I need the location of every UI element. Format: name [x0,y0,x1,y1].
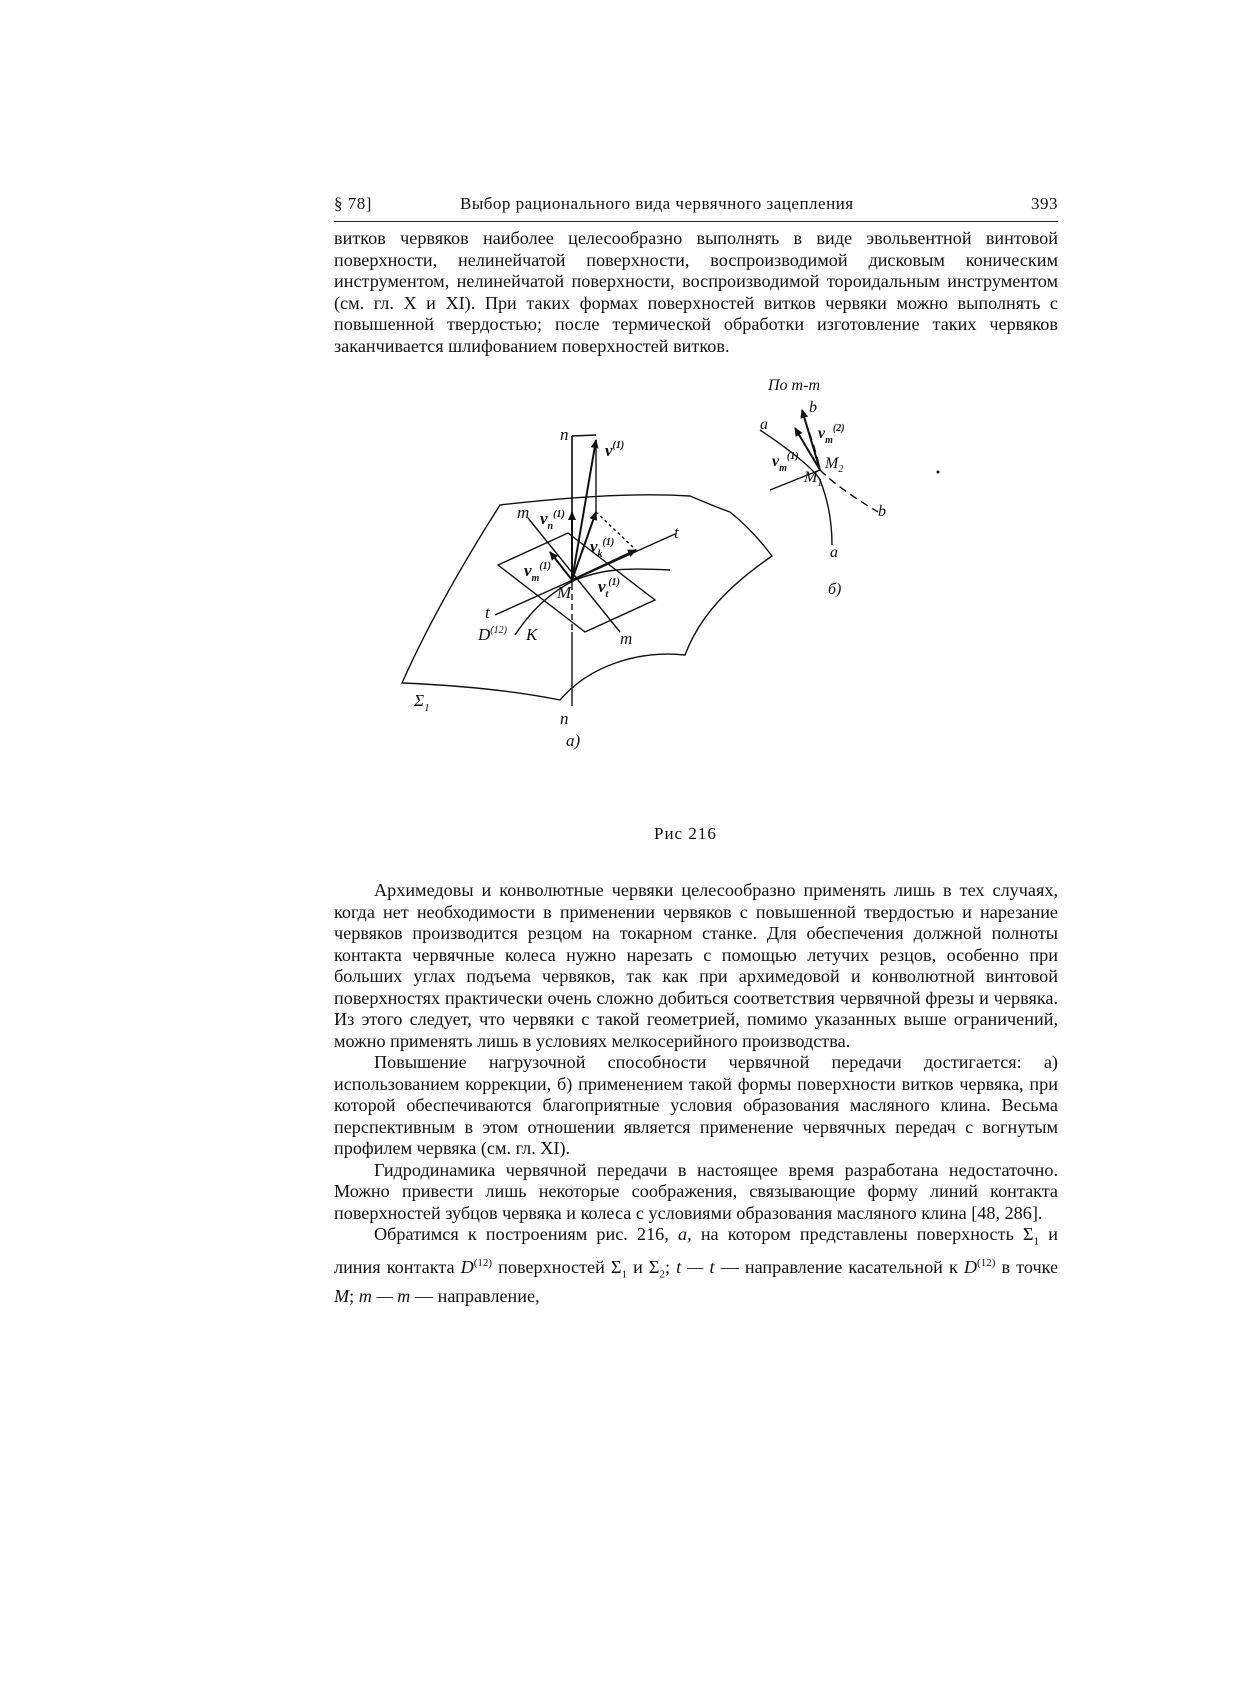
part-b-title: По m-m [768,377,820,394]
top-paragraph-block [334,228,1058,357]
label-m1: $M_1$ [804,469,823,489]
label-vt: $v_t^{(1)}$ [598,577,620,600]
running-head [334,194,1058,218]
paragraph-4: Обратимся к построениям рис. 216, а, на котором представлены поверхность $\Sigma_1$ и линия контакта $D^{(12)}$ поверхностей $\Sigma_1$ и $\Sigma_2$; t — t — направление касательной к $D^{(12)}$ в точке M; m — m — направление, [334,1224,1059,1307]
vector-v1 [572,440,596,580]
sublabel-b: б) [828,581,842,598]
label-t-left: t [485,603,490,622]
label-vm2: $v_m^{(2)}$ [818,423,845,446]
label-m-top: m [517,503,530,522]
figure-216 [400,377,1000,840]
figure-part-a [402,435,772,706]
label-m2: $M_2$ [825,455,844,475]
paragraph-1: Архимедовы и конволютные червяки целесообразно применять лишь в тех случаях, когда нет необходимости в применении червяков с повышенной твердостью и нарезание червяков производится резцом на токарном станке. Для обеспечения должной полноты контакта червячные колеса нужно нарезать с помощью летучих резцов, особенно при больших углах подъема червяков, так как при архимедовой и конволютной винтовой поверхностях практически очень сложно добиться соответствия червячной фрезы и червяка. Из этого следует, что червяки с такой геометрией, помимо указанных выше ограничений, можно применять лишь в условиях мелкосерийного производства. [334,880,1058,1051]
label-vn: $v_n^{(1)}$ [540,509,565,532]
label-k: K [526,625,538,644]
label-m-point: M [557,583,572,602]
figure-caption: Рис 216 [654,824,717,843]
label-v1: $v^{(1)}$ [605,440,625,460]
page-number: 393 [1031,194,1058,213]
label-n-bottom: n [560,709,569,728]
vector-vm1 [795,428,820,470]
paragraph-3: Гидродинамика червячной передачи в настоящее время разработана недостаточно. Можно привести лишь некоторые соображения, связывающие форму линий контакта поверхностей зубцов червяка и колеса с условиями образования масляного клина [48, 286]. [334,1159,1058,1223]
label-d12: $D^{(12)}$ [478,625,507,644]
sublabel-a: а) [566,731,581,750]
header-rule [334,221,1058,222]
label-b-top: b [809,399,817,416]
figure-part-a-labels [413,425,680,750]
running-title: Выбор рационального вида червячного зацепления [460,194,854,213]
label-a-bottom: a [830,544,838,561]
paragraph-2: Повышение нагрузочной способности червячной передачи достигается: а) использованием коррекции, б) применением такой формы поверхности витков червяка, при которой обеспечиваются благоприятные условия образования масляного клина. Весьма перспективным в этом отношении является применение червячных передач с вогнутым профилем червяка (см. гл. XI). [334,1052,1058,1158]
label-t-right: t [674,523,679,542]
label-n-top: n [560,425,569,444]
label-vm: $v_m^{(1)}$ [524,561,551,584]
label-m-bottom: m [620,629,633,648]
section-number: § 78] [334,194,372,213]
label-a-top: a [760,416,768,433]
body-text [334,880,1058,1308]
label-sigma1: $\Sigma_1$ [414,691,430,714]
label-vk: $v_k^{(1)}$ [590,537,615,560]
vector-vm [550,552,572,580]
label-vm1: $v_m^{(1)}$ [772,451,799,474]
surface-sigma1 [402,495,772,700]
top-paragraph: витков червяков наиболее целесообразно выполнять в виде эвольвентной винтовой поверхности, нелинейчатой поверхности, воспроизводимой дисковым коническим инструментом, нелинейчатой поверхности, воспроизводимой тороидальным инструментом (см. гл. X и XI). При таких формах поверхностей витков червяки можно выполнять с повышенной твердостью; после термической обработки изготовление таких червяков заканчивается шлифованием поверхностей витков. [334,228,1058,356]
label-b-right: b [878,503,886,520]
